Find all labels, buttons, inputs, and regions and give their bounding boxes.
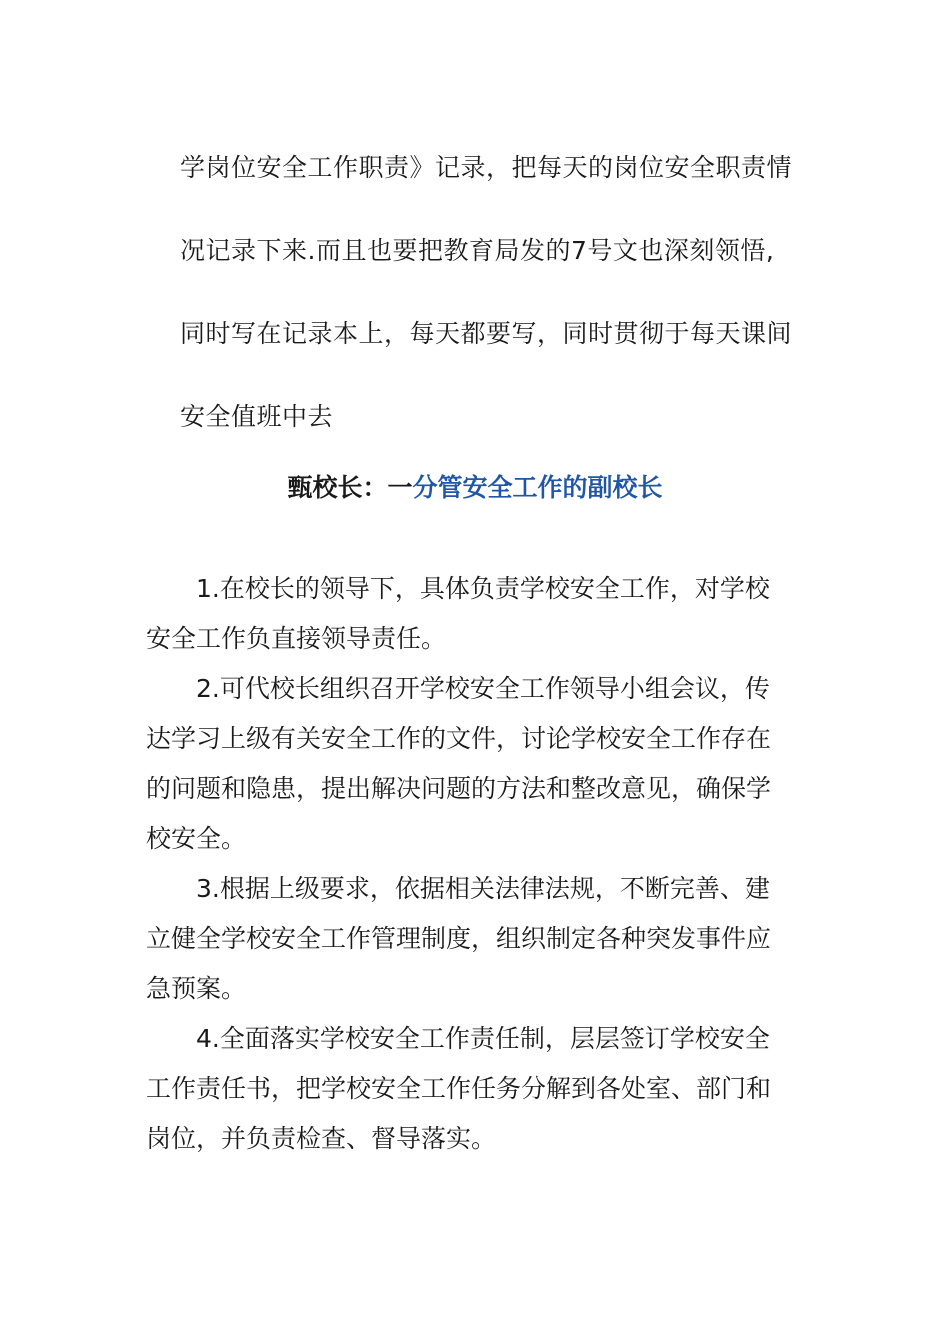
duty-line: 3.根据上级要求，依据相关法律法规，不断完善、建 (196, 874, 770, 903)
intro-paragraph (180, 126, 820, 458)
duty-line: 达学习上级有关安全工作的文件，讨论学校安全工作存在 (146, 724, 772, 753)
duty-item-2 (146, 664, 796, 864)
heading-name: 甄校长：一 (287, 473, 413, 502)
duty-line: 急预案。 (146, 974, 247, 1003)
intro-line: 安全值班中去 (180, 402, 334, 431)
section-heading (0, 470, 950, 506)
duty-list (146, 564, 796, 1164)
duty-line: 1.在校长的领导下，具体负责学校安全工作，对学校 (196, 574, 770, 603)
duty-line: 立健全学校安全工作管理制度，组织制定各种突发事件应 (146, 924, 772, 953)
duty-line: 校安全。 (146, 824, 247, 853)
intro-line: 况记录下来.而且也要把教育局发的7号文也深刻领悟, (180, 236, 775, 265)
duty-line: 的问题和隐患，提出解决问题的方法和整改意见，确保学 (146, 774, 772, 803)
duty-line: 工作责任书，把学校安全工作任务分解到各处室、部门和 (146, 1074, 772, 1103)
duty-item-4 (146, 1014, 796, 1164)
duty-line: 岗位，并负责检查、督导落实。 (146, 1124, 497, 1153)
heading-role: 分管安全工作的副校长 (412, 473, 663, 502)
duty-line: 安全工作负直接领导责任。 (146, 624, 447, 653)
duty-line: 4.全面落实学校安全工作责任制，层层签订学校安全 (196, 1024, 770, 1053)
duty-item-3 (146, 864, 796, 1014)
intro-line: 学岗位安全工作职责》记录，把每天的岗位安全职责情 (180, 153, 793, 182)
duty-item-1 (146, 564, 796, 664)
intro-line: 同时写在记录本上，每天都要写，同时贯彻于每天课间 (180, 319, 793, 348)
duty-line: 2.可代校长组织召开学校安全工作领导小组会议，传 (196, 674, 770, 703)
